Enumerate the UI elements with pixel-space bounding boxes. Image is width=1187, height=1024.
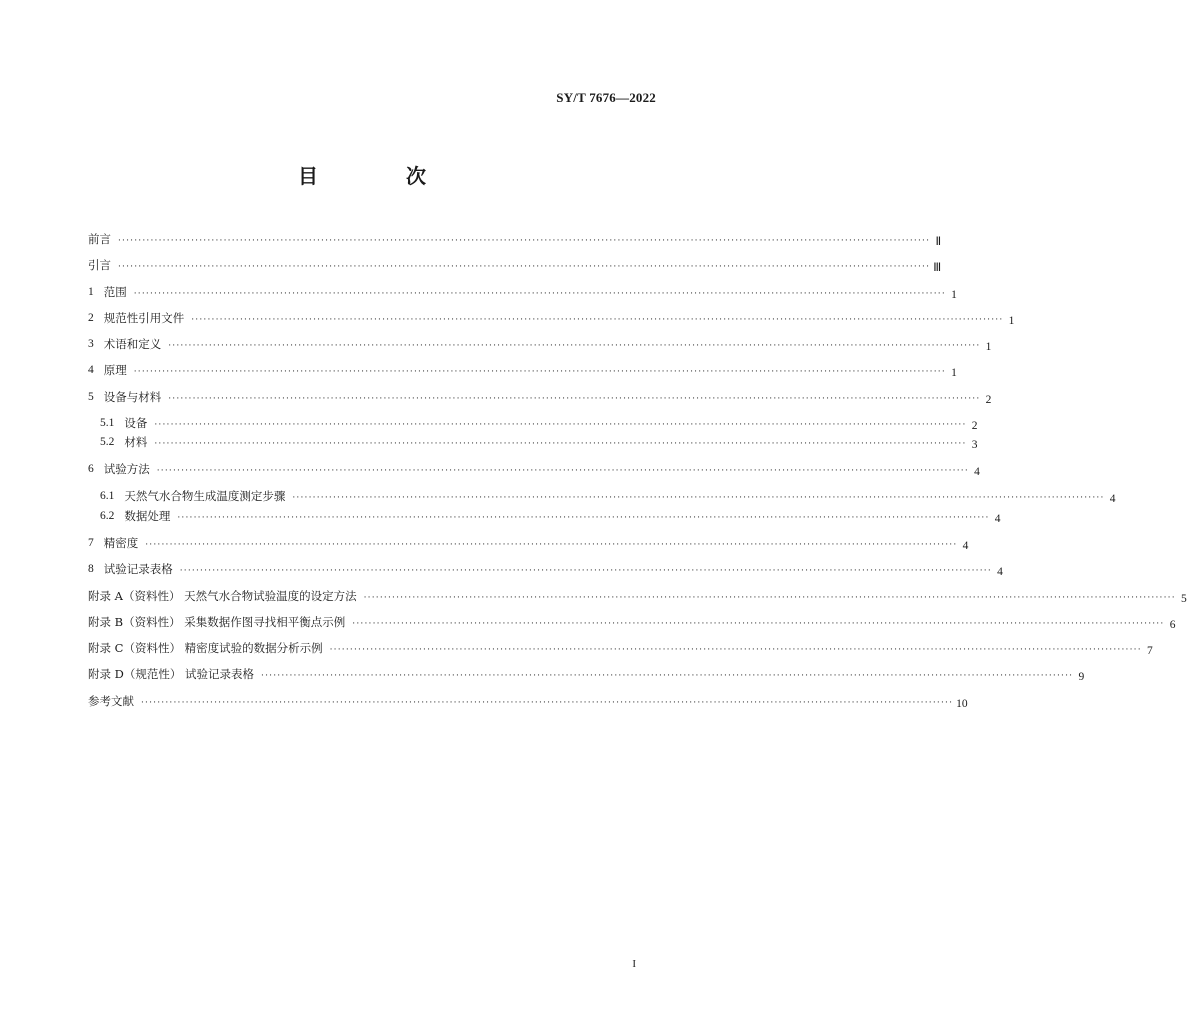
dot-leader: ········································································································································································································ xyxy=(154,420,967,430)
toc-entry-label: 参考文献 xyxy=(88,694,134,708)
toc-entry-number: 6 xyxy=(88,463,94,475)
toc-entry-page: Ⅱ xyxy=(935,236,942,248)
toc-entry[interactable] xyxy=(88,363,957,379)
dot-leader: ········································································································································································································ xyxy=(133,289,946,299)
dot-leader: ········································································································································································································ xyxy=(179,566,992,576)
dot-leader: ········································································································································································································ xyxy=(168,394,981,404)
toc-entry-label: 数据处理 xyxy=(124,509,171,523)
toc-entry[interactable] xyxy=(88,536,969,552)
toc-entry-label: 设备 xyxy=(124,416,148,430)
toc-entry[interactable] xyxy=(88,311,1015,327)
toc-entry-number: 6.1 xyxy=(100,490,115,502)
toc-entry-label: 规范性引用文件 xyxy=(103,311,185,325)
toc-entry-page: 4 xyxy=(994,513,1001,525)
toc-entry-page: 4 xyxy=(997,566,1003,578)
toc-entry-number: 6.2 xyxy=(100,510,115,522)
toc-entry-label: 试验方法 xyxy=(103,462,150,476)
toc-entry-page: 1 xyxy=(1008,315,1015,327)
dot-leader: ········································································································································································································ xyxy=(261,671,1074,681)
toc-entry-number: 8 xyxy=(88,563,94,575)
toc-entry-page: 2 xyxy=(985,394,992,406)
dot-leader: ········································································································································································································ xyxy=(141,698,954,708)
toc-entry[interactable] xyxy=(88,667,1085,683)
toc-entry-label: 原理 xyxy=(103,363,127,377)
dot-leader: ········································································································································································································ xyxy=(118,262,931,272)
toc-entry-page: 2 xyxy=(971,420,978,432)
toc-entry[interactable] xyxy=(88,337,992,353)
toc-entry-label: 附录 D（规范性） 试验记录表格 xyxy=(88,667,255,681)
toc-entry[interactable] xyxy=(88,232,942,248)
toc-entry-label: 附录 B（资料性） 采集数据作图寻找相平衡点示例 xyxy=(88,615,346,629)
toc-entry-label: 附录 C（资料性） 精密度试验的数据分析示例 xyxy=(88,641,323,655)
toc-entry[interactable] xyxy=(88,462,980,478)
dot-leader: ········································································································································································································ xyxy=(118,236,931,246)
toc-entry-page: 10 xyxy=(956,698,968,710)
toc-entry-label: 天然气水合物生成温度测定步骤 xyxy=(124,489,286,503)
toc-entry[interactable] xyxy=(100,509,1001,525)
toc-entry-label: 精密度 xyxy=(103,536,139,550)
toc-entry[interactable] xyxy=(100,416,978,432)
toc-entry-page: 1 xyxy=(985,341,992,353)
toc-entry-page: 3 xyxy=(971,439,978,451)
toc-entry[interactable] xyxy=(88,589,1187,605)
toc-entry-label: 前言 xyxy=(88,232,111,246)
dot-leader: ········································································································································································································ xyxy=(156,466,969,476)
dot-leader: ········································································································································································································ xyxy=(145,540,958,550)
toc-entry[interactable] xyxy=(88,285,957,301)
toc-entry-label: 附录 A（资料性） 天然气水合物试验温度的设定方法 xyxy=(88,589,357,603)
toc-entry-page: 1 xyxy=(951,289,957,301)
dot-leader: ········································································································································································································ xyxy=(168,341,981,351)
toc-entry-label: 材料 xyxy=(124,435,148,449)
toc-entry-label: 引言 xyxy=(88,258,111,272)
toc-entry-number: 3 xyxy=(88,338,94,350)
toc-entry-page: 9 xyxy=(1078,671,1085,683)
toc-entry-number: 5.1 xyxy=(100,417,115,429)
toc-entry-number: 7 xyxy=(88,537,94,549)
toc-entry-number: 5 xyxy=(88,391,94,403)
toc-entry-page: 6 xyxy=(1169,619,1176,631)
toc-entry-page: 4 xyxy=(1109,493,1116,505)
toc-entry-page: 7 xyxy=(1147,645,1153,657)
dot-leader: ········································································································································································································ xyxy=(191,315,1004,325)
toc-entry-page: 4 xyxy=(962,540,969,552)
toc-entry[interactable] xyxy=(88,258,942,274)
toc-entry[interactable] xyxy=(88,390,992,406)
standard-code: SY/T 7676—2022 xyxy=(556,90,656,105)
dot-leader: ········································································································································································································ xyxy=(133,367,946,377)
toc-entry-label: 设备与材料 xyxy=(103,390,162,404)
toc-entry[interactable] xyxy=(100,489,1116,505)
dot-leader: ········································································································································································································ xyxy=(177,513,990,523)
page-title: 目 次 xyxy=(298,164,460,188)
toc-entry[interactable] xyxy=(100,435,978,451)
toc-entry-number: 5.2 xyxy=(100,436,115,448)
toc-entry[interactable] xyxy=(88,615,1176,631)
toc-entry-label: 术语和定义 xyxy=(103,337,162,351)
dot-leader: ········································································································································································································ xyxy=(363,593,1176,603)
dot-leader: ········································································································································································································ xyxy=(329,645,1142,655)
toc-entry[interactable] xyxy=(88,641,1153,657)
toc-entry-label: 范围 xyxy=(103,285,127,299)
toc-entry-number: 1 xyxy=(88,286,94,298)
toc-entry-number: 4 xyxy=(88,364,94,376)
toc-entry-number: 2 xyxy=(88,312,94,324)
dot-leader: ········································································································································································································ xyxy=(292,493,1105,503)
dot-leader: ········································································································································································································ xyxy=(154,439,967,449)
toc-entry-page: 4 xyxy=(974,466,980,478)
dot-leader: ········································································································································································································ xyxy=(352,619,1165,629)
toc-entry[interactable] xyxy=(88,694,968,710)
toc-entry-page: 1 xyxy=(951,367,957,379)
toc-entry-label: 试验记录表格 xyxy=(103,562,173,576)
page-number: I xyxy=(632,958,636,970)
toc-entry[interactable] xyxy=(88,562,1003,578)
toc-entry-page: Ⅲ xyxy=(933,262,942,274)
toc-entry-page: 5 xyxy=(1181,593,1187,605)
